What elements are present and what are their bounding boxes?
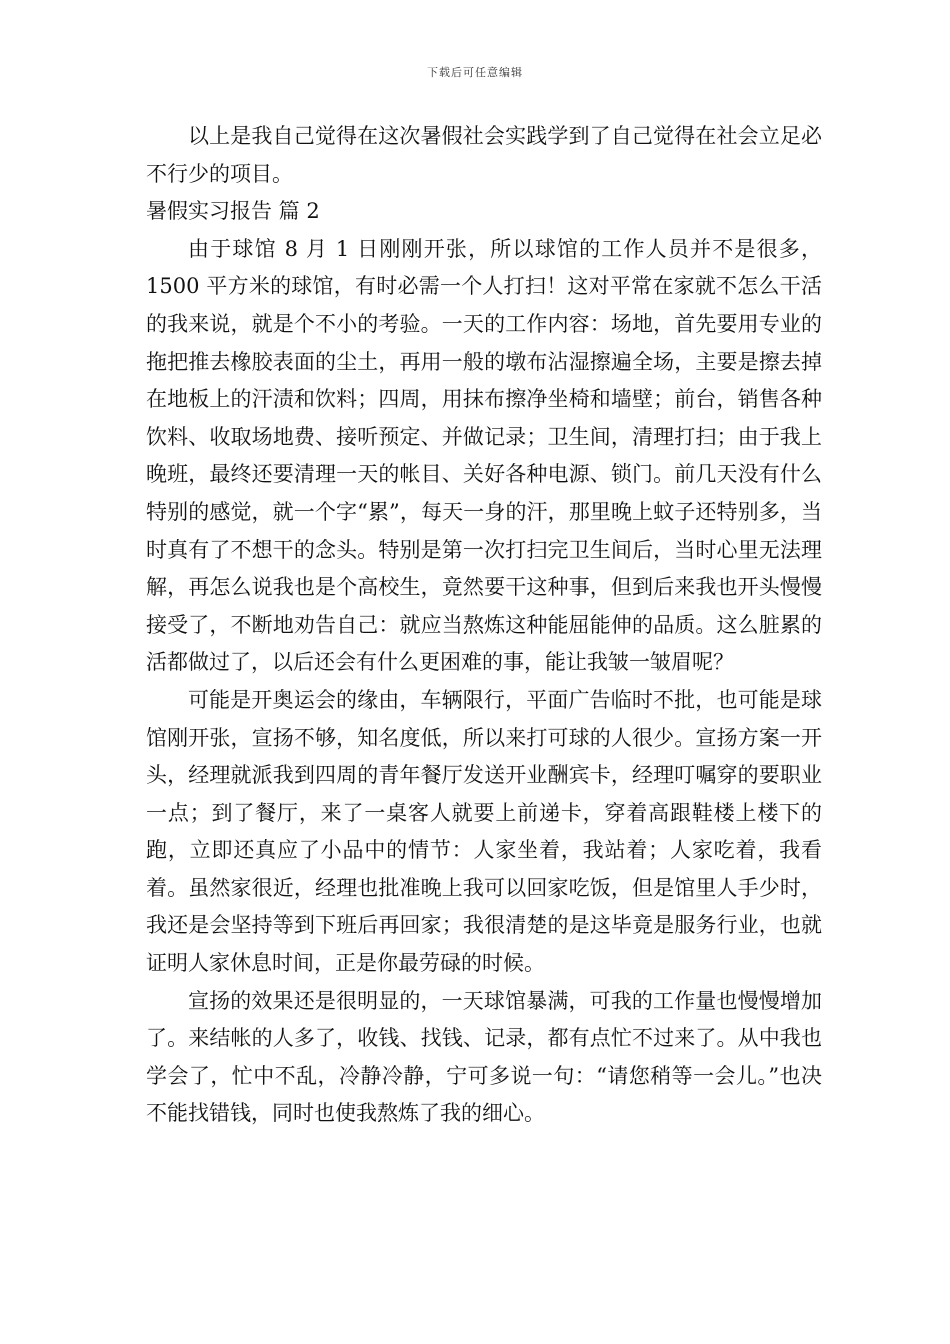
paragraph-intro: 以上是我自己觉得在这次暑假社会实践学到了自己觉得在社会立足必不行少的项目。	[146, 124, 822, 186]
paragraph-3: 宣扬的效果还是很明显的，一天球馆暴满，可我的工作量也慢慢增加了。来结帐的人多了，收钱、找钱、记录，都有点忙不过来了。从中我也学会了，忙中不乱，冷静冷静，宁可多说一句：“请您稍等一会儿。”也决不能找错钱，同时也使我熬炼了我的细心。	[146, 988, 822, 1126]
page-header-note: 下载后可任意编辑	[427, 66, 523, 79]
paragraph-1: 由于球馆 8 月 1 日刚刚开张，所以球馆的工作人员并不是很多，1500 平方米的球馆，有时必需一个人打扫！这对平常在家就不怎么干活的我来说，就是个不小的考验。一天的工作内容：场地，首先要用专业的拖把推去橡胶表面的尘土，再用一般的墩布沾湿擦遍全场，主要是擦去掉在地板上的汗渍和饮料；四周，用抹布擦净坐椅和墙壁；前台，销售各种饮料、收取场地费、接听预定、并做记录；卫生间，清理打扫；由于我上晚班，最终还要清理一天的帐目、关好各种电源、锁门。前几天没有什么特别的感觉，就一个字“累”，每天一身的汗，那里晚上蚊子还特别多，当时真有了不想干的念头。特别是第一次打扫完卫生间后，当时心里无法理解，再怎么说我也是个高校生，竟然要干这种事，但到后来我也开头慢慢接受了，不断地劝告自己：就应当熬炼这种能屈能伸的品质。这么脏累的活都做过了，以后还会有什么更困难的事，能让我皱一皱眉呢？	[146, 236, 822, 675]
section-heading: 暑假实习报告 篇 2	[146, 199, 320, 224]
document-body	[146, 118, 822, 1133]
paragraph-2: 可能是开奥运会的缘由，车辆限行，平面广告临时不批，也可能是球馆刚开张，宣扬不够，知名度低，所以来打可球的人很少。宣扬方案一开头，经理就派我到四周的青年餐厅发送开业酬宾卡，经理叮嘱穿的要职业一点；到了餐厅，来了一桌客人就要上前递卡，穿着高跟鞋楼上楼下的跑，立即还真应了小品中的情节：人家坐着，我站着；人家吃着，我看着。虽然家很近，经理也批准晚上我可以回家吃饭，但是馆里人手少时，我还是会坚持等到下班后再回家；我很清楚的是这毕竟是服务行业，也就证明人家休息时间，正是你最劳碌的时候。	[146, 687, 822, 976]
